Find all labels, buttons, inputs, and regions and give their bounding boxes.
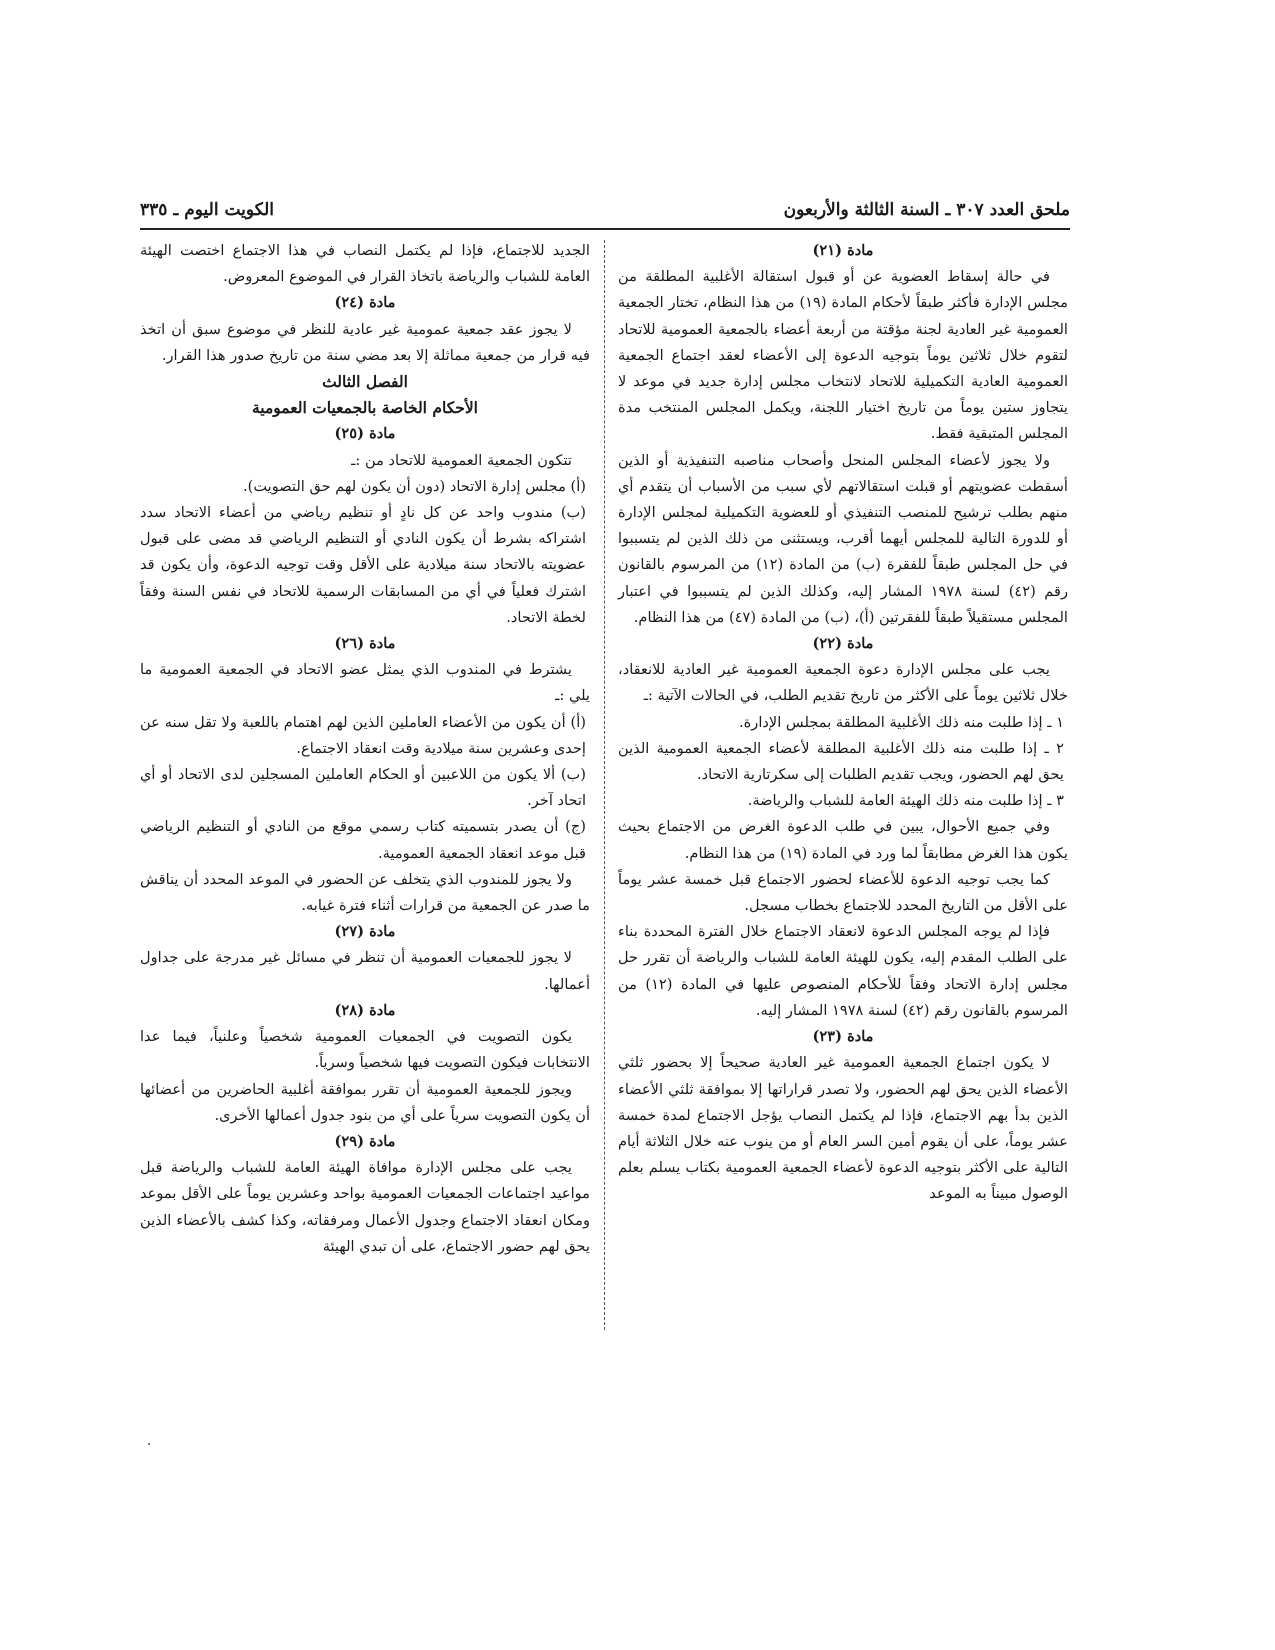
list-item: ١ ـ إذا طلبت منه ذلك الأغلبية المطلقة بمجلس الإدارة. — [739, 713, 1064, 731]
article-heading: مادة (٢٦) — [334, 635, 396, 653]
list-item: (ب) مندوب واحد عن كل نادٍ أو تنظيم رياضي من أعضاء الاتحاد سدد اشتراكه بشرط أن يكون النادي أو التنظيم الرياضي قد مضى على قبول عضويته بالاتحاد سنة ميلادية على الأقل وقت توجيه الدعوة، وأن يكون قد اشترك فعلياً في أي من المسابقات الرسمية للاتحاد في نفس السنة وفقاً لخطة الاتحاد. — [140, 504, 586, 626]
paragraph: تتكون الجمعية العمومية للاتحاد من :ـ — [351, 451, 572, 469]
scan-mark — [148, 1443, 150, 1445]
paragraph: يجب على مجلس الإدارة موافاة الهيئة العامة للشباب والرياضة قبل مواعيد اجتماعات الجمعيات العمومية بواحد وعشرين يوماً على الأقل بموعد ومكان انعقاد الاجتماع وجدول الأعمال ومرفقاته، وكذا كشف بالأعضاء الذين يحق لهم حضور الاجتماع، على أن تبدي الهيئة — [140, 1159, 590, 1255]
section-heading: الأحكام الخاصة بالجمعيات العمومية — [252, 398, 478, 418]
paragraph: لا يجوز للجمعيات العمومية أن تنظر في مسائل غير مدرجة على جداول أعمالها. — [140, 949, 590, 993]
paragraph: يكون التصويت في الجمعيات العمومية شخصياً وعلنياً، فيما عدا الانتخابات فيكون التصويت فيها شخصياً وسرياً. — [140, 1028, 590, 1072]
article-heading: مادة (٢٨) — [334, 1001, 396, 1019]
paragraph: يجب على مجلس الإدارة دعوة الجمعية العمومية غير العادية للانعقاد، خلال ثلاثين يوماً على الأكثر من تاريخ تقديم الطلب، في الحالات الآتية :ـ — [618, 661, 1068, 705]
list-item: (ج) أن يصدر بتسميته كتاب رسمي موقع من النادي أو التنظيم الرياضي قبل موعد انعقاد الجمعية العمومية. — [140, 818, 586, 862]
article-heading: مادة (٢٧) — [334, 923, 396, 941]
list-item: ٣ ـ إذا طلبت منه ذلك الهيئة العامة للشباب والرياضة. — [747, 792, 1064, 810]
paragraph: كما يجب توجيه الدعوة للأعضاء لحضور الاجتماع قبل خمسة عشر يوماً على الأقل من التاريخ المحدد للاجتماع بخطاب مسجل. — [618, 870, 1068, 915]
list-item: (أ) أن يكون من الأعضاء العاملين الذين لهم اهتمام باللعبة ولا تقل سنه عن إحدى وعشرين سنة ميلادية وقت انعقاد الاجتماع. — [140, 713, 586, 757]
continued-paragraph: الجديد للاجتماع، فإذا لم يكتمل النصاب في هذا الاجتماع اختصت الهيئة العامة للشباب والرياضة باتخاذ القرار في الموضوع المعروض. — [140, 242, 590, 286]
paragraph: ولا يجوز لأعضاء المجلس المنحل وأصحاب مناصبه التنفيذية أو الذين أسقطت عضويتهم أو قبلت استقالاتهم لأي سبب من الأسباب أن يتقدم أي منهم بطلب ترشيح للمنصب التنفيذي أو للعضوية التكميلية لمجلس الإدارة أو للدورة التالية للمجلس أيهما أقرب، ويستثنى من ذلك الذين لم يتسببوا في حل المجلس طبقاً للفقرة (ب) من المادة (١٢) من المرسوم بالقانون رقم (٤٢) لسنة ١٩٧٨ المشار إليه، وكذلك الذين لم يتسببوا في اعتبار المجلس مستقيلاً طبقاً للفقرتين (أ)، (ب) من المادة (٤٧) من هذا النظام. — [618, 451, 1069, 626]
header-issue-info: ملحق العدد ٣٠٧ ـ السنة الثالثة والأربعون — [783, 200, 1070, 220]
left-column — [140, 238, 590, 1260]
list-item: (ب) ألا يكون من اللاعبين أو الحكام العاملين المسجلين لدى الاتحاد أو أي اتحاد آخر. — [140, 766, 586, 810]
article-heading: مادة (٢٤) — [334, 294, 396, 312]
article-heading: مادة (٢٣) — [812, 1028, 874, 1046]
right-column — [618, 238, 1068, 1208]
article-heading: مادة (٢٥) — [334, 425, 396, 443]
paragraph: يشترط في المندوب الذي يمثل عضو الاتحاد في الجمعية العمومية ما يلي :ـ — [140, 661, 590, 705]
column-divider — [604, 240, 605, 1330]
paragraph: ويجوز للجمعية العمومية أن تقرر بموافقة أغلبية الحاضرين من أعضائها أن يكون التصويت سرياً على أي من بنود جدول أعمالها الأخرى. — [140, 1080, 590, 1124]
article-heading: مادة (٢١) — [812, 242, 874, 259]
paragraph: في حالة إسقاط العضوية عن أو قبول استقالة الأغلبية المطلقة من مجلس الإدارة فأكثر طبقاً لأحكام المادة (١٩) من هذا النظام، تختار الجمعية العمومية غير العادية لجنة مؤقتة من أربعة أعضاء بالجمعية العمومية للاتحاد لتقوم خلال ثلاثين يوماً بتوجيه الدعوة إلى الأعضاء لعقد اجتماع الجمعية العمومية العادية التكميلية للاتحاد لانتخاب مجلس إدارة جديد في موعد لا يتجاوز ستين يوماً من تاريخ اختيار اللجنة، ويكمل المجلس المنتخب مدة المجلس المتبقية فقط. — [618, 268, 1068, 443]
paragraph: لا يجوز عقد جمعية عمومية غير عادية للنظر في موضوع سبق أن اتخذ فيه قرار من جمعية مماثلة إلا بعد مضي سنة من تاريخ صدور هذا القرار. — [140, 320, 590, 364]
list-item: (أ) مجلس إدارة الاتحاد (دون أن يكون لهم حق التصويت). — [243, 477, 586, 495]
article-heading: مادة (٢٩) — [334, 1132, 396, 1150]
article-heading: مادة (٢٢) — [812, 635, 874, 653]
paragraph: فإذا لم يوجه المجلس الدعوة لانعقاد الاجتماع خلال الفترة المحددة بناء على الطلب المقدم إليه، يكون للهيئة العامة للشباب والرياضة أن تقرر حل مجلس إدارة الاتحاد وفقاً للأحكام المنصوص عليها في المادة (١٢) من المرسوم بالقانون رقم (٤٢) لسنة ١٩٧٨ المشار إليه. — [618, 923, 1068, 1019]
header-divider — [140, 228, 1070, 230]
header-publication-page: الكويت اليوم ـ ٣٣٥ — [140, 200, 274, 220]
paragraph: ولا يجوز للمندوب الذي يتخلف عن الحضور في الموعد المحدد أن يناقش ما صدر عن الجمعية من قرارات أثناء فترة غيابه. — [140, 870, 590, 915]
paragraph: لا يكون اجتماع الجمعية العمومية غير العادية صحيحاً إلا بحضور ثلثي الأعضاء الذين يحق لهم الحضور، ولا تصدر قراراتها إلا بموافقة ثلثي الأعضاء الذين بدأ بهم الاجتماع، فإذا لم يكتمل النصاب يؤجل الاجتماع لمدة خمسة عشر يوماً، على أن يقوم أمين السر العام أو من ينوب عنه خلال الثلاثة أيام التالية على الأكثر بتوجيه الدعوة لأعضاء الجمعية العمومية بكتاب يسلم بعلم الوصول مبيناً به الموعد — [618, 1054, 1068, 1203]
page-header — [140, 195, 1070, 225]
paragraph: وفي جميع الأحوال، يبين في طلب الدعوة الغرض من الاجتماع بحيث يكون هذا الغرض مطابقاً لما ورد في المادة (١٩) من هذا النظام. — [618, 818, 1068, 862]
list-item: ٢ ـ إذا طلبت منه ذلك الأغلبية المطلقة لأعضاء الجمعية العمومية الذين يحق لهم الحضور، ويجب تقديم الطلبات إلى سكرتارية الاتحاد. — [618, 739, 1064, 784]
section-heading: الفصل الثالث — [322, 372, 408, 392]
